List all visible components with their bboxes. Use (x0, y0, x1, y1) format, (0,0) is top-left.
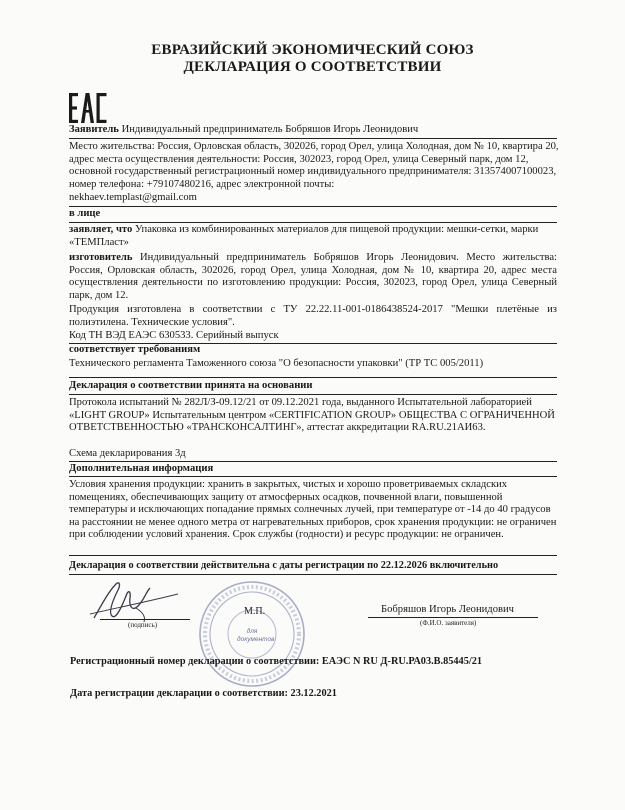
produced-text: Продукция изготовлена в соответствии с ТУ 22.22.11-001-0186438524-2017 "Мешки плетёные из полиэтилена. Технические условия". (69, 304, 557, 328)
additional-text: Условия хранения продукции: хранить в закрытых, чистых и хорошо проветриваемых складских помещениях, обеспечивающих защиту от атмосферных осадков, почвенной влаги, повышенной температуры и исключающих попадание прямых солнечных лучей, при температуре от -14 до 40 градусов на расстоянии не менее одного метра от нагревательных приборов, срок хранения продукции: не ограничен при соблюдении условий хранения. Срок службы (годности) и ресурс продукции: не ограничен. (69, 479, 557, 541)
declares-section (69, 224, 557, 249)
name-line (368, 617, 538, 618)
code-text: Код ТН ВЭД ЕАЭС 630533. Серийный выпуск (69, 330, 279, 341)
divider (69, 555, 557, 556)
applicant-label: Заявитель (69, 124, 119, 135)
applicant-address: Место жительства: Россия, Орловская область, 302026, город Орел, улица Холодная, дом № 10, квартира 20, адрес места осуществления деятельности: Россия, 302023, город Орел, улица Северный парк, дом 12, основной государственный регистрационный номер индивидуального предпринимателя: 313574007100023, номер телефона: +79107480216, адрес электронной почты: (69, 141, 559, 190)
in-person-label: в лице (69, 208, 101, 219)
registration-date: Дата регистрации декларации о соответствии: 23.12.2021 (70, 688, 337, 699)
conforms-label: соответствует требованиям (69, 344, 201, 355)
divider (69, 377, 557, 378)
declares-text: Упаковка из комбинированных материалов для пищевой продукции: мешки-сетки, марки «ТЕМПласт» (69, 224, 539, 248)
divider (69, 206, 557, 207)
basis-label: Декларация о соответствии принята на основании (69, 380, 313, 391)
manufacturer-text: Индивидуальный предприниматель Бобряшов Игорь Леонидович. Место жительства: Россия, Орловская область, 302026, город Орел, улица Холодная, дом № 10, квартира 20, адрес места осуществления деятельности по изготовлению продукции: Россия, 302023, город Орел, улица Северный парк, дом 12. (69, 252, 557, 301)
basis-text: Протокола испытаний № 282Л/З-09.12/21 от 09.12.2021 года, выданного Испытательной лабораторией «LIGHT GROUP» Испытательным центром «CERTIFICATION GROUP» ОБЩЕСТВА С ОГРАНИЧЕННОЙ ОТВЕТСТВЕННОСТЬЮ «ТРАНСКОНСАЛТИНГ», аттестат аккредитации RA.RU.21АИ63. (69, 397, 555, 434)
validity-text: Декларация о соответствии действительна с даты регистрации по 22.12.2026 включительно (69, 560, 499, 571)
signature-line (100, 619, 190, 620)
applicant-email: nekhaev.templast@gmail.com (69, 192, 197, 203)
basis-scheme: Схема декларирования 3д (69, 448, 186, 459)
divider (69, 476, 557, 477)
manufacturer-label: изготовитель (69, 252, 133, 263)
registration-number: Регистрационный номер декларации о соответствии: ЕАЭС N RU Д-RU.РА03.В.85445/21 (70, 656, 483, 667)
name-caption: (Ф.И.О. заявителя) (420, 619, 477, 627)
applicant-name: Индивидуальный предприниматель Бобряшов Игорь Леонидович (121, 124, 419, 135)
document-title: ДЕКЛАРАЦИЯ О СООТВЕТСТВИИ (183, 59, 442, 75)
divider (69, 394, 557, 395)
manufacturer-section (69, 252, 557, 302)
seal-text-line: для (246, 628, 258, 635)
seal-text-line: документов (237, 636, 275, 643)
union-title: ЕВРАЗИЙСКИЙ ЭКОНОМИЧЕСКИЙ СОЮЗ (151, 42, 474, 58)
divider (69, 222, 557, 223)
eac-logo-icon (68, 92, 108, 124)
seal-place-label: М.П. (244, 606, 266, 617)
divider (69, 138, 557, 139)
divider (69, 461, 557, 462)
additional-label: Дополнительная информация (69, 463, 214, 474)
seal-center (237, 628, 275, 644)
signature-caption: (подпись) (128, 621, 158, 629)
conforms-text: Технического регламента Таможенного союза "О безопасности упаковки" (ТР ТС 005/2011) (69, 358, 484, 369)
declares-label: заявляет, что (69, 224, 133, 235)
divider (69, 574, 557, 575)
applicant-line (69, 124, 557, 137)
applicant-signatory-name: Бобряшов Игорь Леонидович (381, 604, 514, 615)
